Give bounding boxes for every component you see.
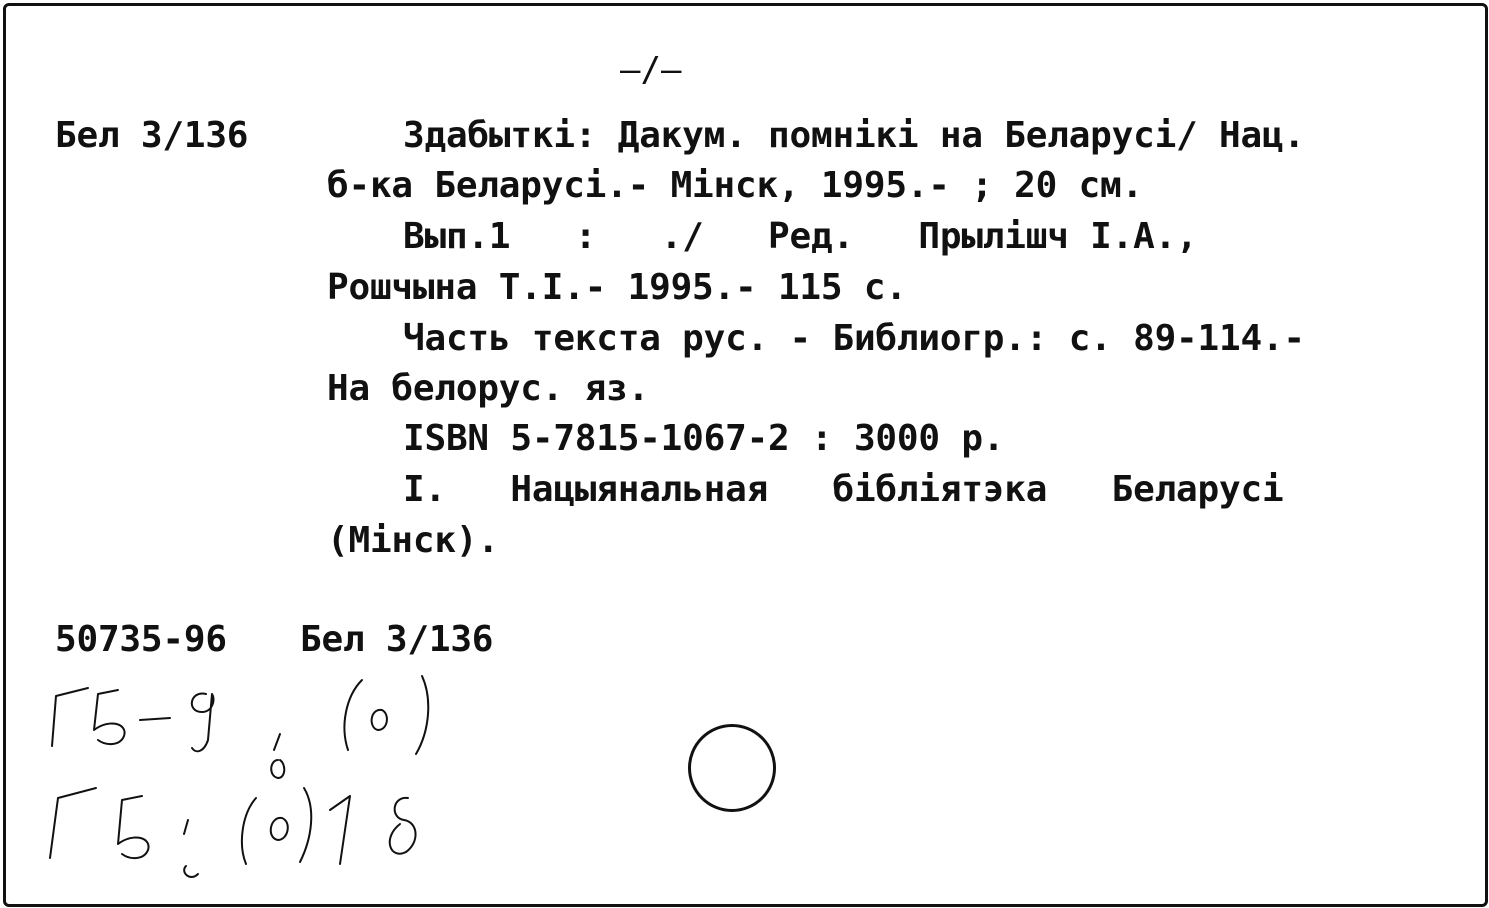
entry-added-entry-continuation: (Мінск). <box>327 520 499 561</box>
entry-isbn-line: ISBN 5-7815-1067-2 : 3000 р. <box>403 418 1005 459</box>
entry-volume-line: Вып.1 : ./ Ред. Прылішч І.А., <box>403 216 1198 257</box>
handwritten-notes <box>30 668 430 898</box>
entry-note-line: Часть текста рус. - Библиогр.: с. 89-114.- <box>403 318 1305 359</box>
entry-language-line: На белорус. яз. <box>327 368 650 409</box>
entry-added-entry-line: І. Нацыянальная бібліятэка Беларусі <box>403 469 1284 510</box>
entry-editor-line: Рошчына Т.І.- 1995.- 115 с. <box>327 267 907 308</box>
entry-imprint-line: б-ка Беларусі.- Мінск, 1995.- ; 20 см. <box>327 165 1144 206</box>
call-number: Бел 3/136 <box>55 115 249 156</box>
inventory-number: 50735-96 <box>55 619 227 660</box>
page-number: —/— <box>620 50 682 90</box>
bottom-call-number: Бел 3/136 <box>300 619 494 660</box>
card-punch-hole <box>688 724 776 812</box>
entry-title-line: Здабыткі: Дакум. помнікі на Беларусі/ Нац. <box>403 115 1305 156</box>
